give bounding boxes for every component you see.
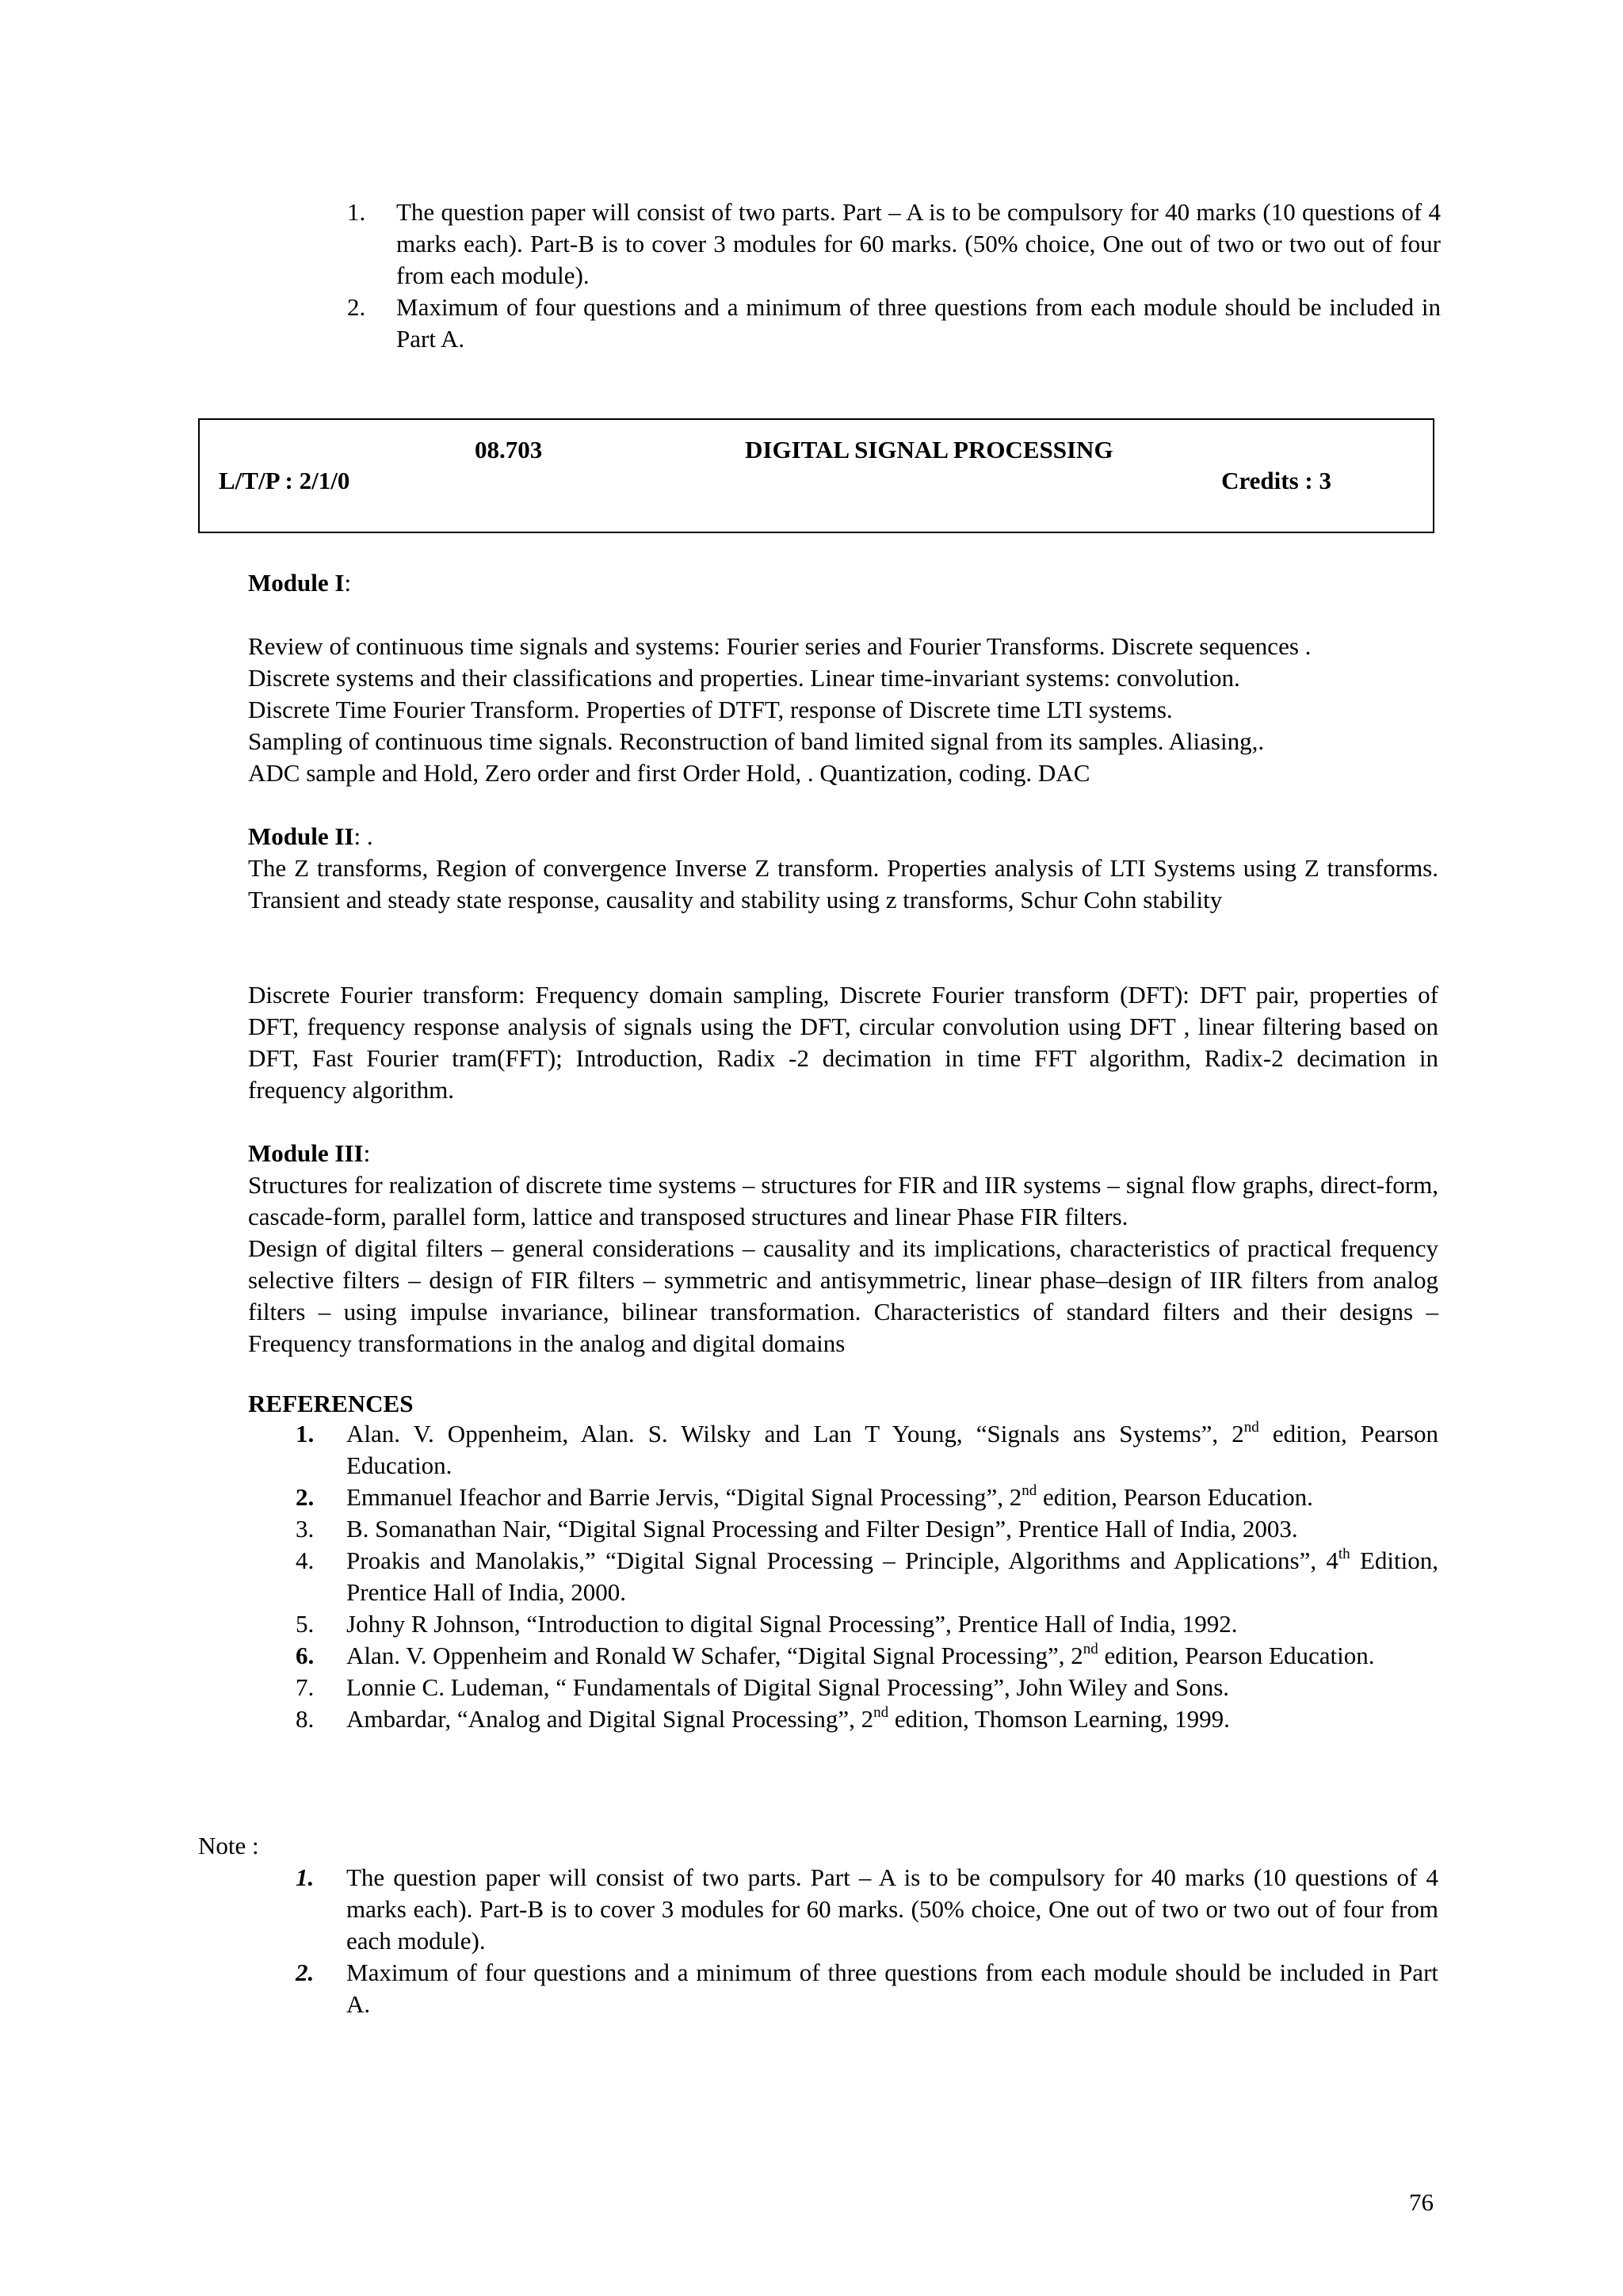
module-3-paragraph-2: Design of digital filters – general considerations – causality and its implications, characteristics of practical frequency selective filters – design of FIR filters – symmetric and antisymmetric, linear phase–design of IIR filters from analog filters – using impulse invariance, bilinear transformation. Characteristics of standard filters and their designs – Frequency transformations in the analog and digital domains [248, 1234, 1438, 1357]
reference-superscript: nd [1243, 1419, 1259, 1436]
module-2-paragraph-2: Discrete Fourier transform: Frequency domain sampling, Discrete Fourier transform (DFT): DFT pair, properties of DFT, frequency response analysis of signals using the DFT, circular convolution using DFT , linear filtering based on DFT, Fast Fourier tram(FFT); Introduction, Radix -2 decimation in time FFT algorithm, Radix-2 decimation in frequency algorithm. [248, 981, 1438, 1104]
reference-item [296, 1513, 1438, 1545]
course-code: 08.703 [475, 436, 543, 463]
module-2-heading: Module II [248, 822, 354, 850]
module-3-heading-suffix: : [363, 1139, 371, 1167]
course-header-box [198, 418, 1434, 533]
reference-item [296, 1608, 1438, 1640]
module-2-paragraph-1: The Z transforms, Region of convergence Inverse Z transform. Properties analysis of LTI Systems using Z transforms. Transient and steady state response, causality and stability using z transforms, Schur Cohn stability [248, 854, 1438, 913]
reference-superscript: nd [1083, 1641, 1098, 1657]
module-1-line: Discrete systems and their classifications and properties. Linear time-invariant systems: convolution. [248, 664, 1240, 692]
list-item [347, 292, 1441, 355]
list-item [347, 196, 1441, 292]
reference-number: 5. [296, 1610, 315, 1638]
module-1-heading-block [248, 567, 1438, 599]
module-1-line: Sampling of continuous time signals. Reconstruction of band limited signal from its samples. Aliasing,. [248, 727, 1265, 755]
list-number: 1. [296, 1863, 315, 1891]
reference-text: Proakis and Manolakis,” “Digital Signal Processing – Principle, Algorithms and Applications”, 4 [346, 1547, 1338, 1574]
list-number: 2. [296, 1958, 315, 1986]
module-1-line: Discrete Time Fourier Transform. Properties of DTFT, response of Discrete time LTI systems. [248, 696, 1173, 723]
ltp-label: L/T/P : 2/1/0 [219, 467, 350, 494]
reference-text-tail: edition, Pearson Education. [1098, 1642, 1375, 1669]
reference-item [296, 1418, 1438, 1482]
course-title: DIGITAL SIGNAL PROCESSING [745, 436, 1113, 463]
list-item [296, 1862, 1438, 1957]
reference-item [296, 1672, 1438, 1703]
reference-number: 8. [296, 1705, 315, 1733]
reference-number: 6. [296, 1642, 315, 1669]
list-number: 1. [347, 198, 366, 226]
reference-item [296, 1545, 1438, 1608]
reference-text: Alan. V. Oppenheim, Alan. S. Wilsky and Lan T Young, “Signals ans Systems”, 2 [346, 1420, 1244, 1447]
reference-text-tail: edition, Thomson Learning, 1999. [888, 1705, 1230, 1733]
module-1-body [248, 631, 1438, 789]
note-label: Note : [198, 1832, 259, 1859]
reference-number: 3. [296, 1515, 315, 1543]
references-list [296, 1418, 1438, 1735]
reference-text-tail: edition, Pearson Education. [346, 1420, 1438, 1479]
reference-superscript: nd [1022, 1482, 1037, 1499]
reference-number: 2. [296, 1483, 315, 1511]
page-number: 76 [1409, 2188, 1434, 2216]
reference-text: Lonnie C. Ludeman, “ Fundamentals of Digital Signal Processing”, John Wiley and Sons. [346, 1673, 1230, 1701]
reference-item [296, 1703, 1438, 1735]
reference-item [296, 1640, 1438, 1672]
module-1-heading: Module I [248, 569, 345, 597]
reference-text: Emmanuel Ifeachor and Barrie Jervis, “Digital Signal Processing”, 2 [346, 1483, 1022, 1511]
reference-text-tail: Edition, Prentice Hall of India, 2000. [346, 1547, 1439, 1606]
module-3-heading: Module III [248, 1139, 364, 1167]
module-3-paragraph-1: Structures for realization of discrete time systems – structures for FIR and IIR systems – signal flow graphs, direct-form, cascade-form, parallel form, lattice and transposed structures and linear Phase FIR filters. [248, 1171, 1438, 1230]
list-text: The question paper will consist of two parts. Part – A is to be compulsory for 40 marks (10 questions of 4 marks each). Part-B is to cover 3 modules for 60 marks. (50% choice, One out of two or two out of four from each module). [396, 198, 1441, 289]
reference-superscript: th [1338, 1546, 1350, 1562]
list-text: The question paper will consist of two parts. Part – A is to be compulsory for 40 marks (10 questions of 4 marks each). Part-B is to cover 3 modules for 60 marks. (50% choice, One out of two or two out of four from each module). [346, 1863, 1438, 1955]
references-heading: REFERENCES [248, 1390, 414, 1417]
reference-text: Johny R Johnson, “Introduction to digital Signal Processing”, Prentice Hall of India, 1992. [346, 1610, 1238, 1638]
list-item [296, 1957, 1438, 2020]
top-notes-list [347, 196, 1441, 355]
credits-label: Credits : 3 [1221, 467, 1331, 494]
reference-text: Ambardar, “Analog and Digital Signal Processing”, 2 [346, 1705, 874, 1733]
reference-number: 7. [296, 1673, 315, 1701]
list-text: Maximum of four questions and a minimum of three questions from each module should be included in Part A. [346, 1958, 1438, 2018]
reference-text: Alan. V. Oppenheim and Ronald W Schafer, “Digital Signal Processing”, 2 [346, 1642, 1083, 1669]
module-1-heading-suffix: : [344, 569, 352, 597]
reference-text: B. Somanathan Nair, “Digital Signal Processing and Filter Design”, Prentice Hall of India, 2003. [346, 1515, 1298, 1543]
reference-superscript: nd [873, 1704, 889, 1721]
module-1-line: ADC sample and Hold, Zero order and first Order Hold, . Quantization, coding. DAC [248, 759, 1090, 787]
module-2-heading-suffix: : . [353, 822, 373, 850]
note-list [296, 1862, 1438, 2020]
reference-number: 1. [296, 1420, 315, 1447]
list-text: Maximum of four questions and a minimum of three questions from each module should be included in Part A. [396, 293, 1441, 353]
list-number: 2. [347, 293, 366, 321]
reference-text-tail: edition, Pearson Education. [1037, 1483, 1313, 1511]
module-1-line: Review of continuous time signals and systems: Fourier series and Fourier Transforms. Discrete sequences . [248, 632, 1312, 660]
reference-item [296, 1482, 1438, 1513]
module-2-heading-block [248, 821, 1438, 852]
reference-number: 4. [296, 1547, 315, 1574]
module-3-heading-block [248, 1138, 1438, 1169]
